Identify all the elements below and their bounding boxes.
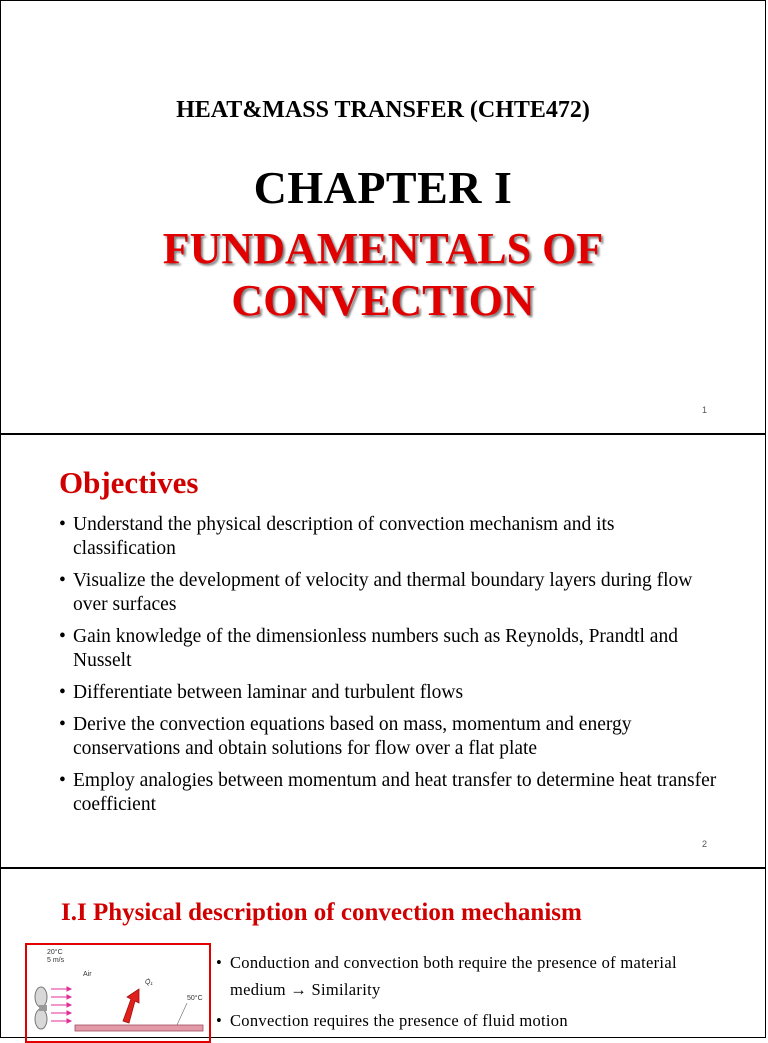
slide-3 — [0, 868, 766, 1038]
air-label: Air — [83, 971, 92, 978]
course-title: HEAT&MASS TRANSFER (CHTE472) — [176, 97, 590, 123]
convection-bullets — [216, 949, 736, 1038]
slide-2 — [0, 434, 766, 868]
list-item: • Understand the physical description of convection mechanism and its classification — [57, 513, 717, 561]
chapter-title: CHAPTER I — [253, 162, 513, 213]
section-heading: I.I Physical description of convection mechanism — [61, 899, 582, 926]
plate-temperature-label: 50°C — [187, 995, 203, 1002]
chapter-subtitle — [1, 223, 765, 327]
list-item: • Convection requires the presence of fluid motion — [216, 1007, 736, 1034]
slide-1 — [0, 0, 766, 434]
objectives-list — [57, 513, 717, 825]
subtitle-line-2: CONVECTION — [231, 276, 535, 325]
list-item: • Employ analogies between momentum and heat transfer to determine heat transfer coefficient — [57, 769, 717, 817]
list-item: • Gain knowledge of the dimensionless numbers such as Reynolds, Prandtl and Nusselt — [57, 625, 717, 673]
convection-figure — [25, 943, 211, 1043]
subtitle-line-1: FUNDAMENTALS OF — [162, 224, 604, 273]
page-number: 2 — [701, 839, 707, 849]
air-temperature-label: 20°C — [47, 949, 63, 956]
list-item: • Differentiate between laminar and turbulent flows — [57, 681, 717, 705]
list-item: • Conduction and convection both require the presence of material medium → Similarity — [216, 949, 736, 1003]
list-item: • Visualize the development of velocity and thermal boundary layers during flow over surfaces — [57, 569, 717, 617]
heat-rate-label: Q̇₁ — [145, 979, 153, 986]
list-item: • Derive the convection equations based on mass, momentum and energy conservations and obtain solutions for flow over a flat plate — [57, 713, 717, 761]
page-number: 1 — [701, 405, 707, 415]
convection-diagram-icon — [27, 945, 209, 1041]
air-velocity-label: 5 m/s — [47, 957, 65, 964]
objectives-heading: Objectives — [59, 465, 199, 500]
